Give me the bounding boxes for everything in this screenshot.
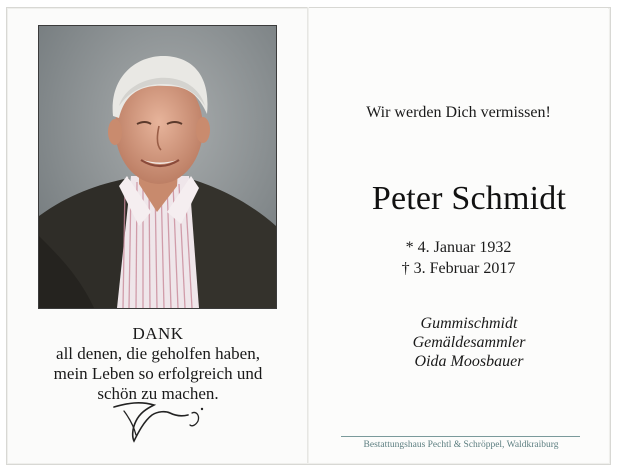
death-date: † 3. Februar 2017	[401, 260, 516, 277]
funeral-home-footer: Bestattungshaus Pechtl & Schröppel, Waldkraiburg	[363, 440, 559, 450]
motto: Wir werden Dich vermissen!	[366, 104, 551, 121]
birth-date: * 4. Januar 1932	[405, 239, 512, 256]
thanks-text	[38, 324, 278, 404]
descriptor-3: Oida Moosbauer	[414, 353, 524, 370]
descriptor-1: Gummischmidt	[420, 315, 518, 332]
descriptors	[309, 314, 618, 371]
thanks-line-2: mein Leben so erfolgreich und	[53, 364, 263, 383]
thanks-line-1: all denen, die geholfen haben,	[56, 344, 260, 363]
signature	[110, 397, 210, 447]
card-fold	[307, 7, 309, 463]
footer-rule	[341, 436, 580, 437]
deceased-name: Peter Schmidt	[371, 180, 567, 217]
descriptor-2: Gemäldesammler	[412, 334, 526, 351]
portrait-photo	[38, 25, 277, 309]
right-panel	[309, 8, 608, 462]
thanks-title: DANK	[132, 324, 184, 343]
life-dates	[309, 237, 608, 279]
thanks-line-3: schön zu machen.	[97, 384, 219, 403]
